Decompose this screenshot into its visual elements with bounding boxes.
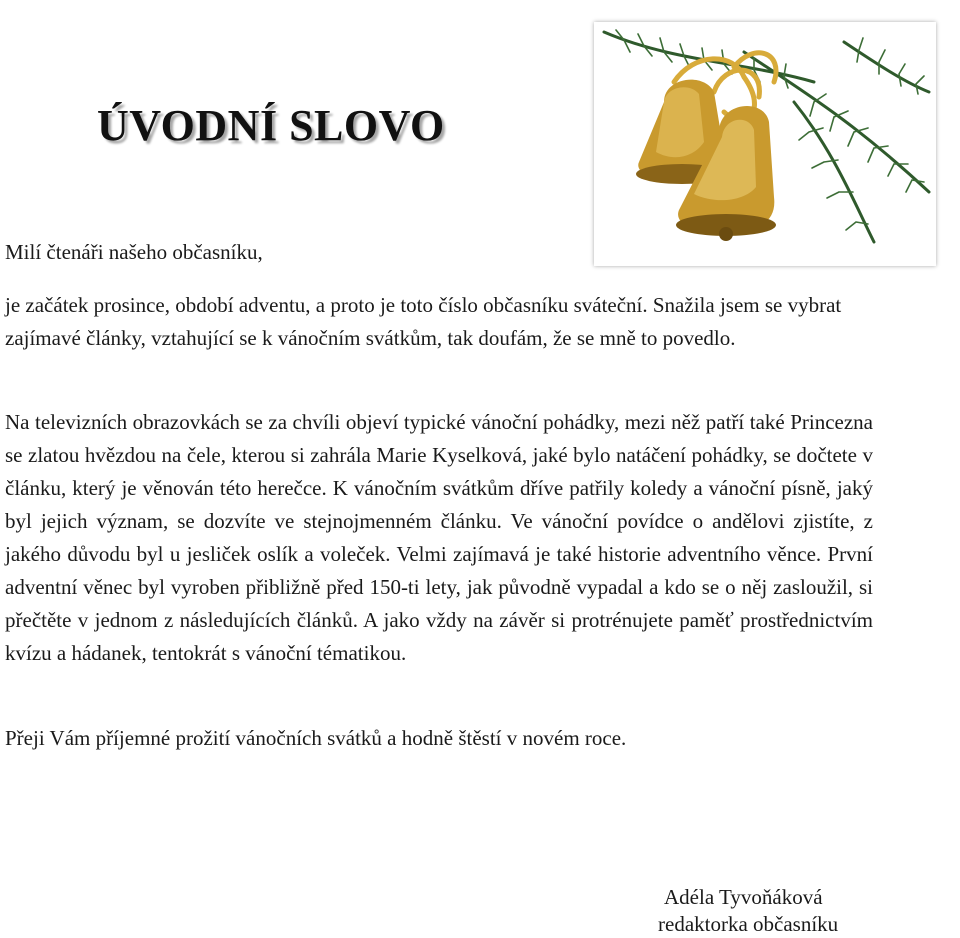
closing-wish: Přeji Vám příjemné prožití vánočních svátků a hodně štěstí v novém roce. bbox=[5, 726, 627, 750]
signature bbox=[658, 884, 838, 938]
paragraph-main: Na televizních obrazovkách se za chvíli objeví typické vánoční pohádky, mezi něž patří také Princezna se zlatou hvězdou na čele, kterou si zahrála Marie Kyselková, jaké bylo natáčení pohádky, se dočtete v článku, který je věnován této herečce. K vánočním svátkům dříve patřily koledy a vánoční písně, jaký byl jejich význam, se dozvíte ve stejnojmenném článku. Ve vánoční povídce o andělovi zjistíte, z jakého důvodu byl u jesliček oslík a voleček. Velmi zajímavá je také historie adventního věnce. První adventní věnec byl vyroben přibližně před 150-ti lety, jak původně vypadal a kdo se o něj zasloužil, si přečtěte v jednom z následujících článků. A jako vždy na závěr si protrénujete paměť prostřednictvím kvízu a hádanek, tentokrát s vánoční tématikou. bbox=[5, 410, 873, 665]
christmas-bells-icon bbox=[594, 22, 936, 266]
paragraph-intro: je začátek prosince, období adventu, a proto je toto číslo občasníku sváteční. Snažila jsem se vybrat zajímavé články, vztahující se k vánočním svátkům, tak doufám, že se mně to povedlo. bbox=[5, 293, 842, 350]
christmas-bells-image bbox=[594, 22, 936, 266]
greeting: Milí čtenáři našeho občasníku, bbox=[5, 240, 263, 264]
signature-role: redaktorka občasníku bbox=[658, 912, 839, 936]
signature-name: Adéla Tyvoňáková bbox=[664, 885, 823, 909]
page-title: ÚVODNÍ SLOVO bbox=[97, 101, 445, 150]
